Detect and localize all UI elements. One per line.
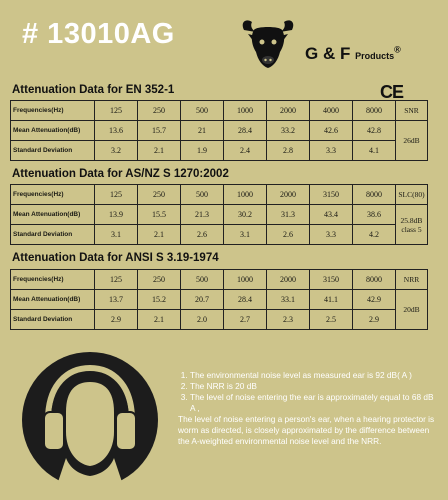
table-cell: 2.7 [224,310,267,330]
table-cell: 125 [95,270,138,290]
table-cell: 42.6 [310,121,353,141]
table-cell: 13.9 [95,205,138,225]
table-cell: 21.3 [181,205,224,225]
note-paragraph: The level of noise entering a person's ear, when a hearing protector is worm as directed, is closely approximated by the difference between the A-weighted environmental noise level and the NRR. [178,414,435,446]
note-item: 1. The environmental noise level as measured ear is 92 dB( A ) [190,370,440,381]
table-row [11,205,428,225]
table-cell: 28.4 [224,121,267,141]
table-cell: 15.5 [138,205,181,225]
table-cell: 1000 [224,101,267,121]
table-cell: 500 [181,270,224,290]
table-cell: 33.2 [267,121,310,141]
table-cell: 2000 [267,101,310,121]
table-cell: 15.2 [138,290,181,310]
table-cell: 20.7 [181,290,224,310]
table-cell: 500 [181,101,224,121]
table-cell: 125 [95,185,138,205]
table-cell: 2.9 [353,310,396,330]
table-cell: 1.9 [181,141,224,161]
table-cell: 3150 [310,270,353,290]
row-label: Standard Deviation [11,225,95,245]
rating-header: SNR [396,101,428,121]
row-label: Standard Deviation [11,141,95,161]
table-cell: 28.4 [224,290,267,310]
table-cell: 2.6 [267,225,310,245]
table-row [11,185,428,205]
row-label: Standard Deviation [11,310,95,330]
ear-protection-sign-icon [20,350,160,490]
table-cell: 2.9 [95,310,138,330]
table-cell: 250 [138,185,181,205]
table-row [11,121,428,141]
table-row [11,290,428,310]
row-label: Mean Attenuation(dB) [11,121,95,141]
noise-notes [178,370,440,447]
table-row [11,270,428,290]
attenuation-table-asnzs [10,184,428,245]
table-cell: 250 [138,270,181,290]
rating-header: SLC(80) [396,185,428,205]
rating-value: 25.8dB class 5 [396,205,428,245]
table-cell: 3.2 [95,141,138,161]
table-cell: 13.6 [95,121,138,141]
rating-value: 20dB [396,290,428,330]
table-cell: 43.4 [310,205,353,225]
table-cell: 13.7 [95,290,138,310]
table-cell: 42.9 [353,290,396,310]
rating-value: 26dB [396,121,428,161]
table-cell: 2.1 [138,141,181,161]
table-cell: 1000 [224,270,267,290]
table-cell: 38.6 [353,205,396,225]
table-title-en352: Attenuation Data for EN 352-1 [12,84,175,96]
table-row [11,141,428,161]
table-cell: 2.0 [181,310,224,330]
table-cell: 2.8 [267,141,310,161]
table-cell: 15.7 [138,121,181,141]
table-title-ansi: Attenuation Data for ANSI S 3.19-1974 [12,252,219,264]
table-row [11,225,428,245]
table-cell: 3.1 [224,225,267,245]
table-cell: 2.3 [267,310,310,330]
attenuation-table-en352 [10,100,428,161]
table-row [11,310,428,330]
table-cell: 3.1 [95,225,138,245]
table-title-asnzs: Attenuation Data for AS/NZ S 1270:2002 [12,168,229,180]
table-cell: 3.3 [310,141,353,161]
note-item: 2. The NRR is 20 dB [190,381,440,392]
bull-head-icon [238,16,298,72]
table-cell: 2.1 [138,310,181,330]
table-cell: 4.2 [353,225,396,245]
table-cell: 30.2 [224,205,267,225]
table-cell: 2.4 [224,141,267,161]
brand-name [305,44,401,64]
table-cell: 4000 [310,101,353,121]
table-cell: 8000 [353,185,396,205]
table-cell: 500 [181,185,224,205]
table-cell: 8000 [353,101,396,121]
rating-header: NRR [396,270,428,290]
row-label: Mean Attenuation(dB) [11,205,95,225]
table-cell: 33.1 [267,290,310,310]
table-cell: 250 [138,101,181,121]
row-label: Mean Attenuation(dB) [11,290,95,310]
table-cell: 3.3 [310,225,353,245]
table-cell: 125 [95,101,138,121]
row-label: Frequencies(Hz) [11,185,95,205]
table-cell: 8000 [353,270,396,290]
brand-suffix: Products [355,51,395,61]
ce-mark: CE [380,82,404,102]
table-cell: 2000 [267,185,310,205]
product-sku: # 13010AG [22,18,175,50]
table-cell: 2.5 [310,310,353,330]
table-cell: 31.3 [267,205,310,225]
table-cell: 2.6 [181,225,224,245]
attenuation-table-ansi [10,269,428,330]
table-cell: 21 [181,121,224,141]
brand-mark: G & F [305,44,351,63]
table-cell: 1000 [224,185,267,205]
note-item: 3. The level of noise entering the ear is approximately equal to 68 dB A , [190,392,440,414]
registered-mark: ® [394,44,401,55]
row-label: Frequencies(Hz) [11,270,95,290]
row-label: Frequencies(Hz) [11,101,95,121]
table-cell: 42.8 [353,121,396,141]
table-cell: 2.1 [138,225,181,245]
table-cell: 2000 [267,270,310,290]
table-cell: 41.1 [310,290,353,310]
table-row [11,101,428,121]
table-cell: 3150 [310,185,353,205]
table-cell: 4.1 [353,141,396,161]
